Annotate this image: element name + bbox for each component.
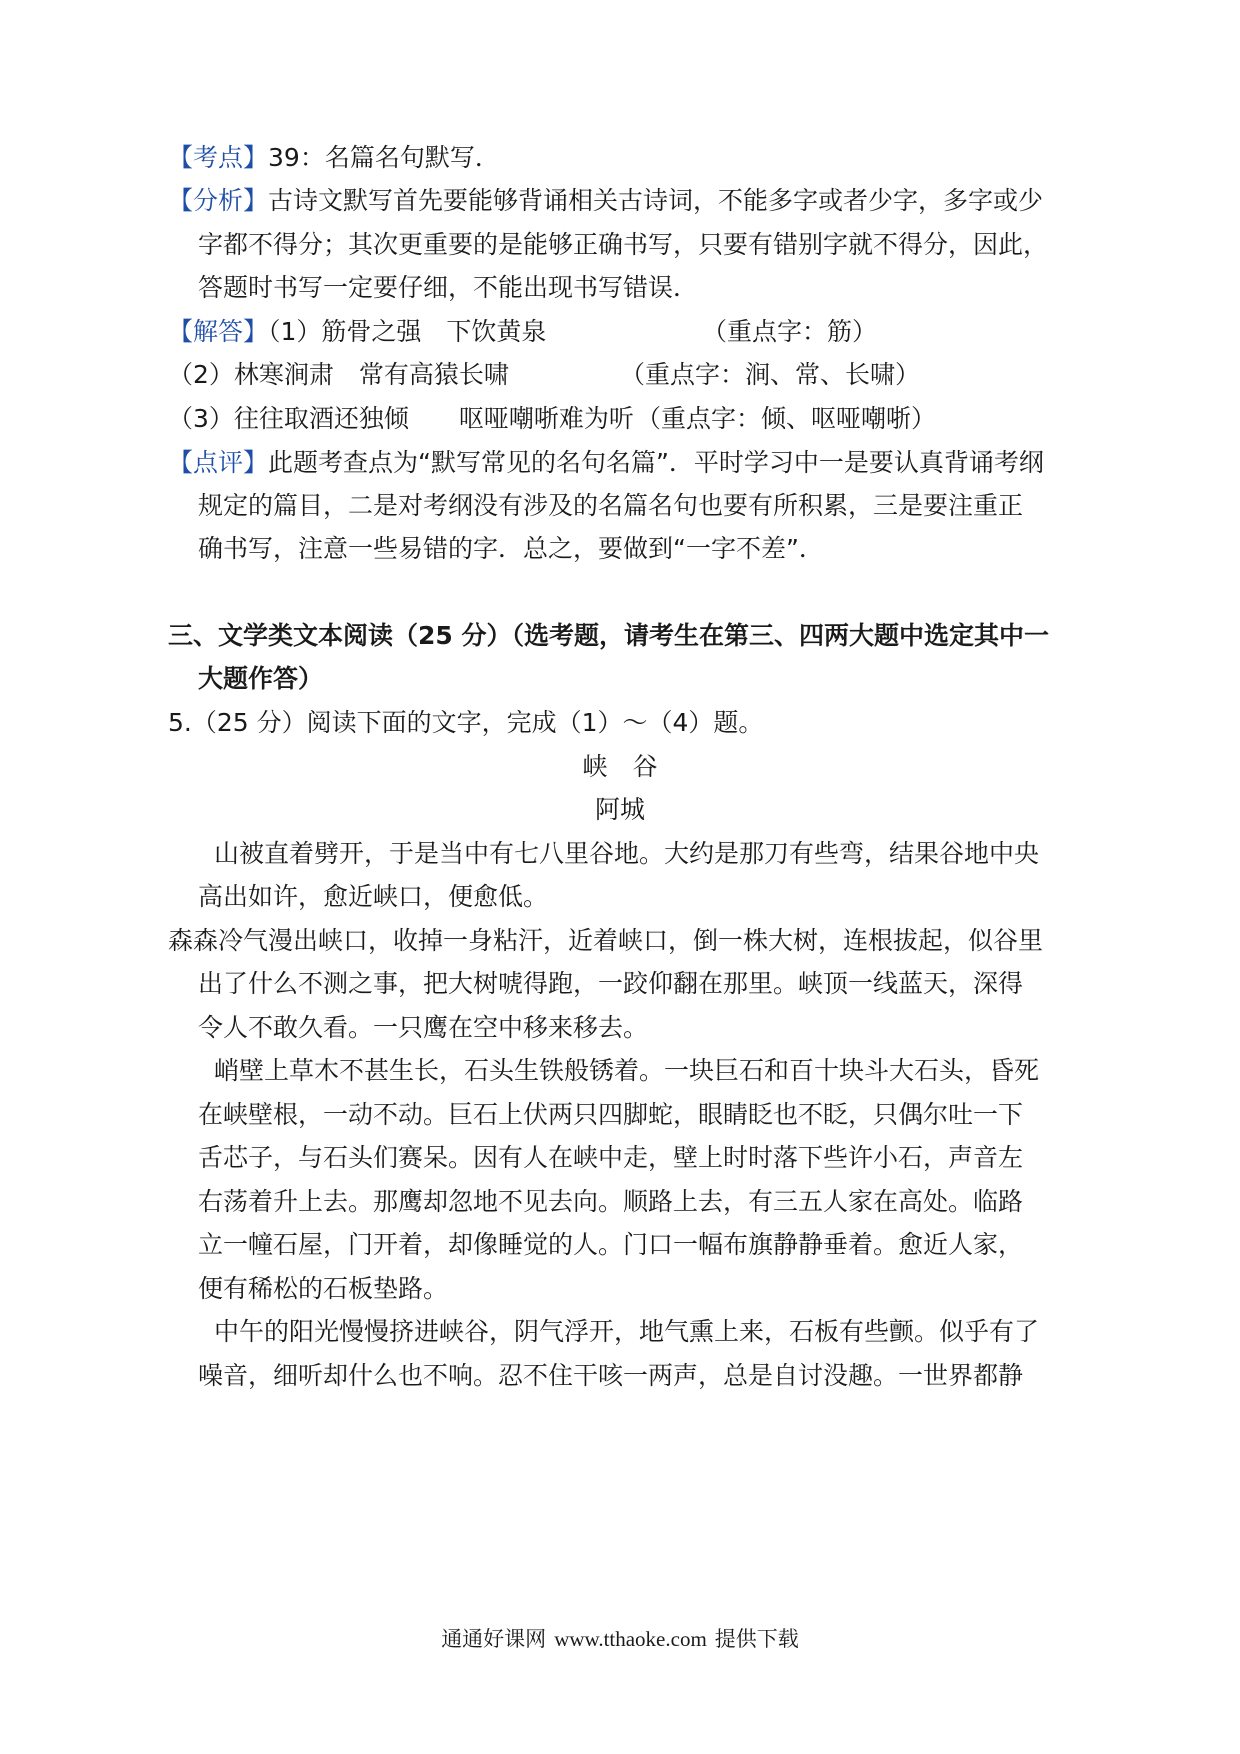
- footer-suffix: 提供下载: [714, 1627, 799, 1651]
- p3-line-3: 舌芯子，与石头们赛呆。因有人在峡中走，壁上时时落下些许小石，声音左: [198, 1143, 1024, 1172]
- jieda-item-2-key: （重点字：涧、常、长啸）: [620, 360, 921, 389]
- p3-line-5: 立一幢石屋，门开着，却像睡觉的人。门口一幅布旗静静垂着。愈近人家，: [198, 1230, 1024, 1259]
- jieda-item-1-key: （重点字：筋）: [702, 317, 878, 346]
- p1-line-1: 山被直着劈开，于是当中有七八里谷地。大约是那刀有些弯，结果谷地中央: [214, 839, 1040, 868]
- dianping-line-1: [168, 446, 1044, 480]
- jieda-item-3: （3）往往取酒还独倾 呕哑嘲哳难为听: [168, 404, 634, 433]
- p4-line-2: 噪音，细听却什么也不响。忍不住干咳一两声，总是自讨没趣。一世界都静: [198, 1361, 1024, 1390]
- fenxi-tag: 【分析】: [168, 186, 269, 215]
- section-heading-line-2: 大题作答）: [198, 664, 324, 693]
- dianping-tag: 【点评】: [168, 448, 269, 477]
- p3-line-4: 右荡着升上去。那鹰却忽地不见去向。顺路上去，有三五人家在高处。临路: [198, 1187, 1024, 1216]
- fenxi-line-1: [168, 184, 1043, 218]
- fenxi-line-2: 字都不得分；其次更重要的是能够正确书写，只要有错别字就不得分，因此，: [198, 230, 1049, 259]
- question-prompt: 5.（25 分）阅读下面的文字，完成（1）～（4）题。: [168, 708, 764, 737]
- p2-line-2: 出了什么不测之事，把大树唬得跑，一跤仰翻在那里。峡顶一线蓝天，深得: [198, 969, 1024, 998]
- kaodian-tag: 【考点】: [168, 143, 269, 172]
- fenxi-line-3: 答题时书写一定要仔细，不能出现书写错误．: [198, 273, 699, 302]
- jieda-item-3-key: （重点字：倾、呕哑嘲哳）: [636, 404, 937, 433]
- p2-line-1: 森森冷气漫出峡口，收掉一身粘汗，近着峡口，倒一株大树，连根拔起，似谷里: [168, 926, 1044, 955]
- section-heading-line-1: 三、文学类文本阅读（25 分）（选考题，请考生在第三、四两大题中选定其中一: [168, 621, 1049, 650]
- dianping-text-1: 此题考查点为“默写常见的名句名篇”．平时学习中一是要认真背诵考纲: [268, 448, 1044, 477]
- p3-line-1: 峭壁上草木不甚生长，石头生铁般锈着。一块巨石和百十块斗大石头，昏死: [214, 1056, 1040, 1085]
- p3-line-2: 在峡壁根，一动不动。巨石上伏两只四脚蛇，眼睛眨也不眨，只偶尔吐一下: [198, 1100, 1024, 1129]
- page-footer: [0, 1623, 1240, 1653]
- p3-line-6: 便有稀松的石板垫路。: [198, 1274, 449, 1303]
- jieda-item-2: （2）林寒涧肃 常有高猿长啸: [168, 360, 509, 389]
- dianping-line-2: 规定的篇目，二是对考纲没有涉及的名篇名句也要有所积累，三是要注重正: [198, 491, 1024, 520]
- dianping-line-3: 确书写，注意一些易错的字．总之，要做到“一字不差”．: [198, 534, 824, 563]
- passage-title: 峡 谷: [582, 752, 658, 781]
- jieda-item-1: （1）筋骨之强 下饮黄泉: [268, 317, 547, 346]
- footer-url[interactable]: www.tthaoke.com: [554, 1627, 707, 1651]
- fenxi-text-1: 古诗文默写首先要能够背诵相关古诗词，不能多字或者少字，多字或少: [268, 186, 1044, 215]
- jieda-tag: 【解答】: [168, 317, 269, 346]
- p2-line-3: 令人不敢久看。一只鹰在空中移来移去。: [198, 1013, 649, 1042]
- passage-author: 阿城: [594, 795, 645, 824]
- p1-line-2: 高出如许，愈近峡口，便愈低。: [198, 882, 549, 911]
- p4-line-1: 中午的阳光慢慢挤进峡谷，阴气浮开，地气熏上来，石板有些颤。似乎有了: [214, 1317, 1040, 1346]
- kaodian-text: 39：名篇名句默写．: [268, 143, 500, 172]
- footer-site-name: 通通好课网: [441, 1627, 547, 1651]
- jieda-line-1: [168, 315, 546, 349]
- kaodian-line: [168, 141, 500, 175]
